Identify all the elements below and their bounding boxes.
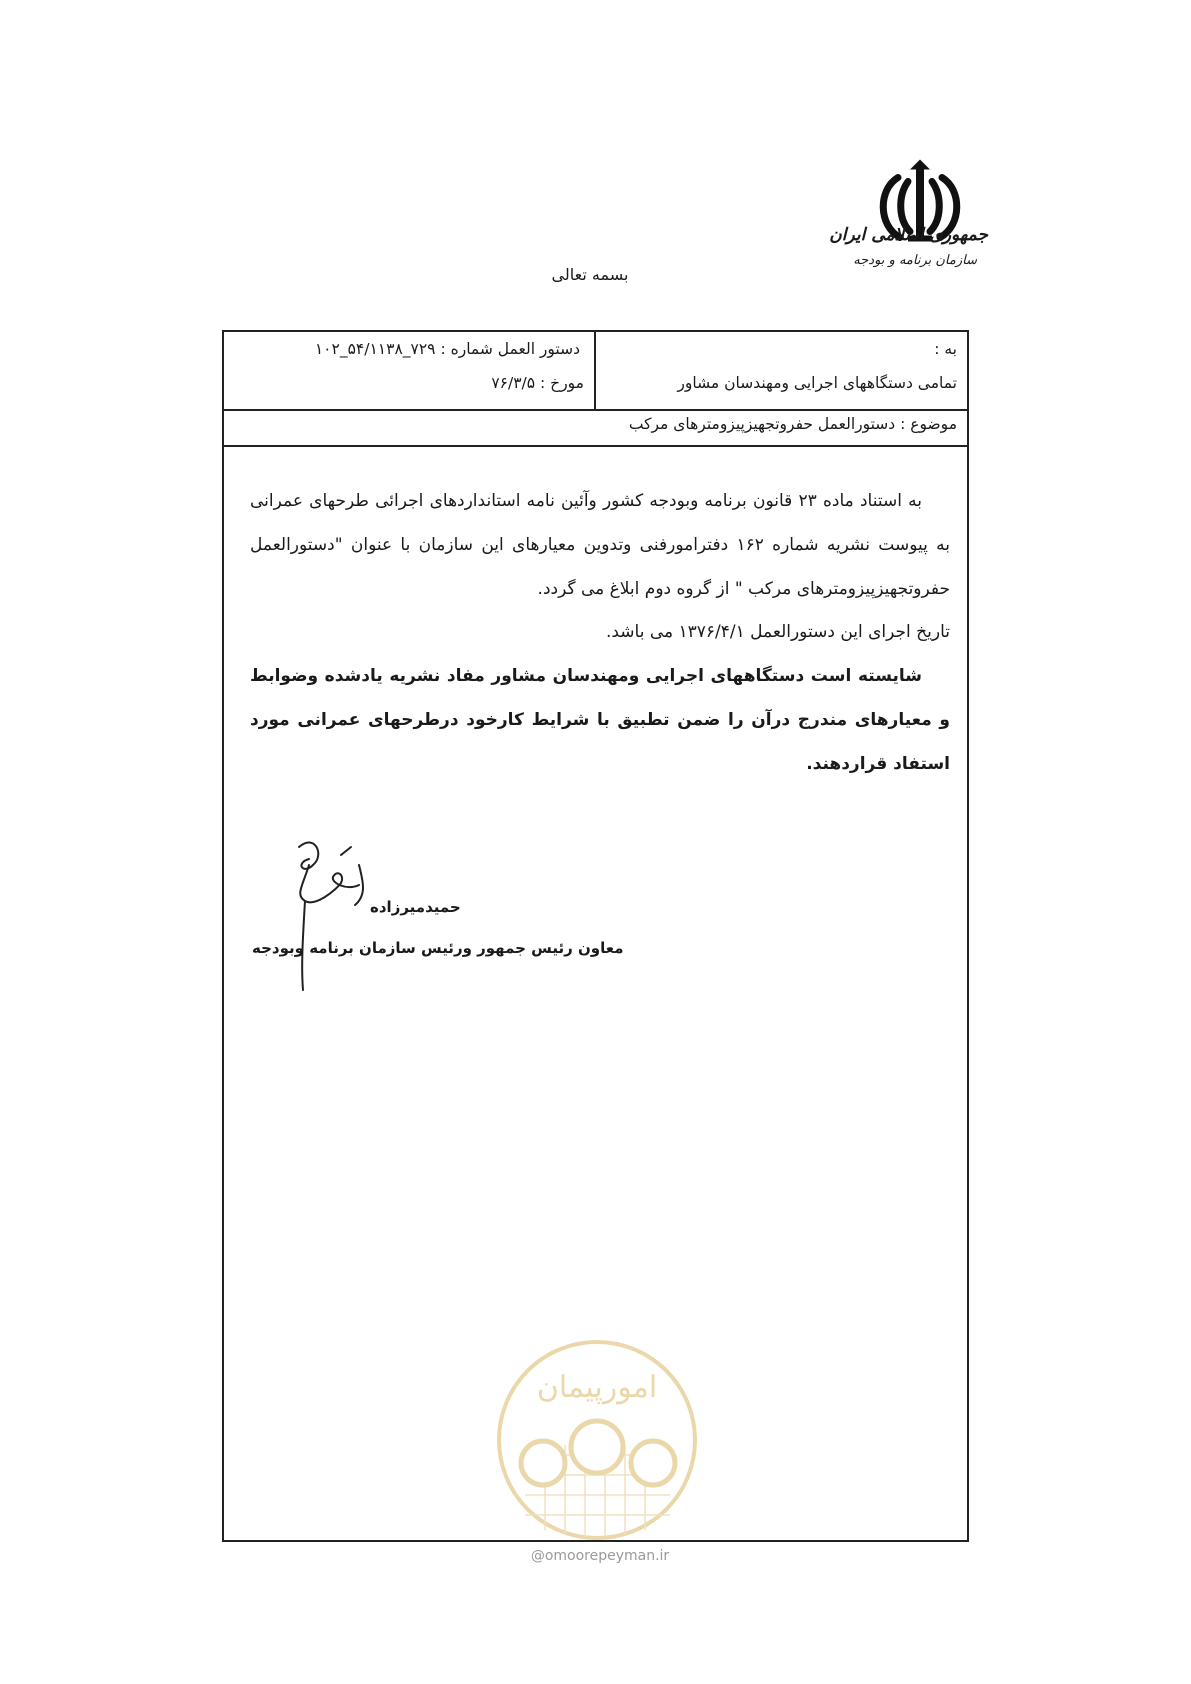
subject-row [224, 409, 967, 447]
signatory-name: حمیدمیرزاده [370, 898, 461, 916]
header-reference-cell [224, 332, 596, 409]
letter-body [250, 480, 950, 787]
watermark-site: @omoorepeyman.ir [530, 1548, 670, 1564]
invocation: بسمه تعالی [551, 265, 629, 284]
watermark-logo-text: امورپیمان [536, 1370, 658, 1405]
body-paragraph-2: تاریخ اجرای این دستورالعمل ۱۳۷۶/۴/۱ می باشد. [605, 622, 950, 643]
subject-line: موضوع : دستورالعمل حفروتجهیزپیزومترهای مرکب [628, 415, 957, 433]
recipient-label: به : [934, 340, 957, 358]
letterhead-organization: سازمان برنامه و بودجه [853, 253, 977, 268]
instruction-number: دستور العمل شماره : ۷۲۹_۵۴/۱۱۳۸_۱۰۲ [314, 340, 580, 358]
recipient-value: تمامی دستگاههای اجرایی ومهندسان مشاور [677, 374, 957, 392]
header-row [224, 332, 967, 411]
body-paragraph-3: شایسته است دستگاههای اجرایی ومهندسان مشاور مفاد نشریه یادشده وضوابط و معیارهای مندرج درآن را ضمن تطبیق با شرایط کارخود درطرحهای عمرانی مورد استفاد قراردهند. [250, 666, 950, 774]
body-paragraph-1: به استناد ماده ۲۳ قانون برنامه وبودجه کشور وآئین نامه استانداردهای اجرائی طرحهای عمرانی به پیوست نشریه شماره ۱۶۲ دفترامورفنی وتدوین معیارهای این سازمان با عنوان "دستورالعمل حفروتجهیزپیزومترهای مرکب " از گروه دوم ابلاغ می گردد. [250, 491, 950, 599]
watermark-logo [495, 1335, 700, 1550]
letter-date: مورخ : ۷۶/۳/۵ [491, 374, 584, 392]
letterhead-country: جمهوری اسلامی ایران [829, 225, 988, 245]
signatory-title: معاون رئیس جمهور ورئیس سازمان برنامه وبودجه [252, 939, 624, 957]
